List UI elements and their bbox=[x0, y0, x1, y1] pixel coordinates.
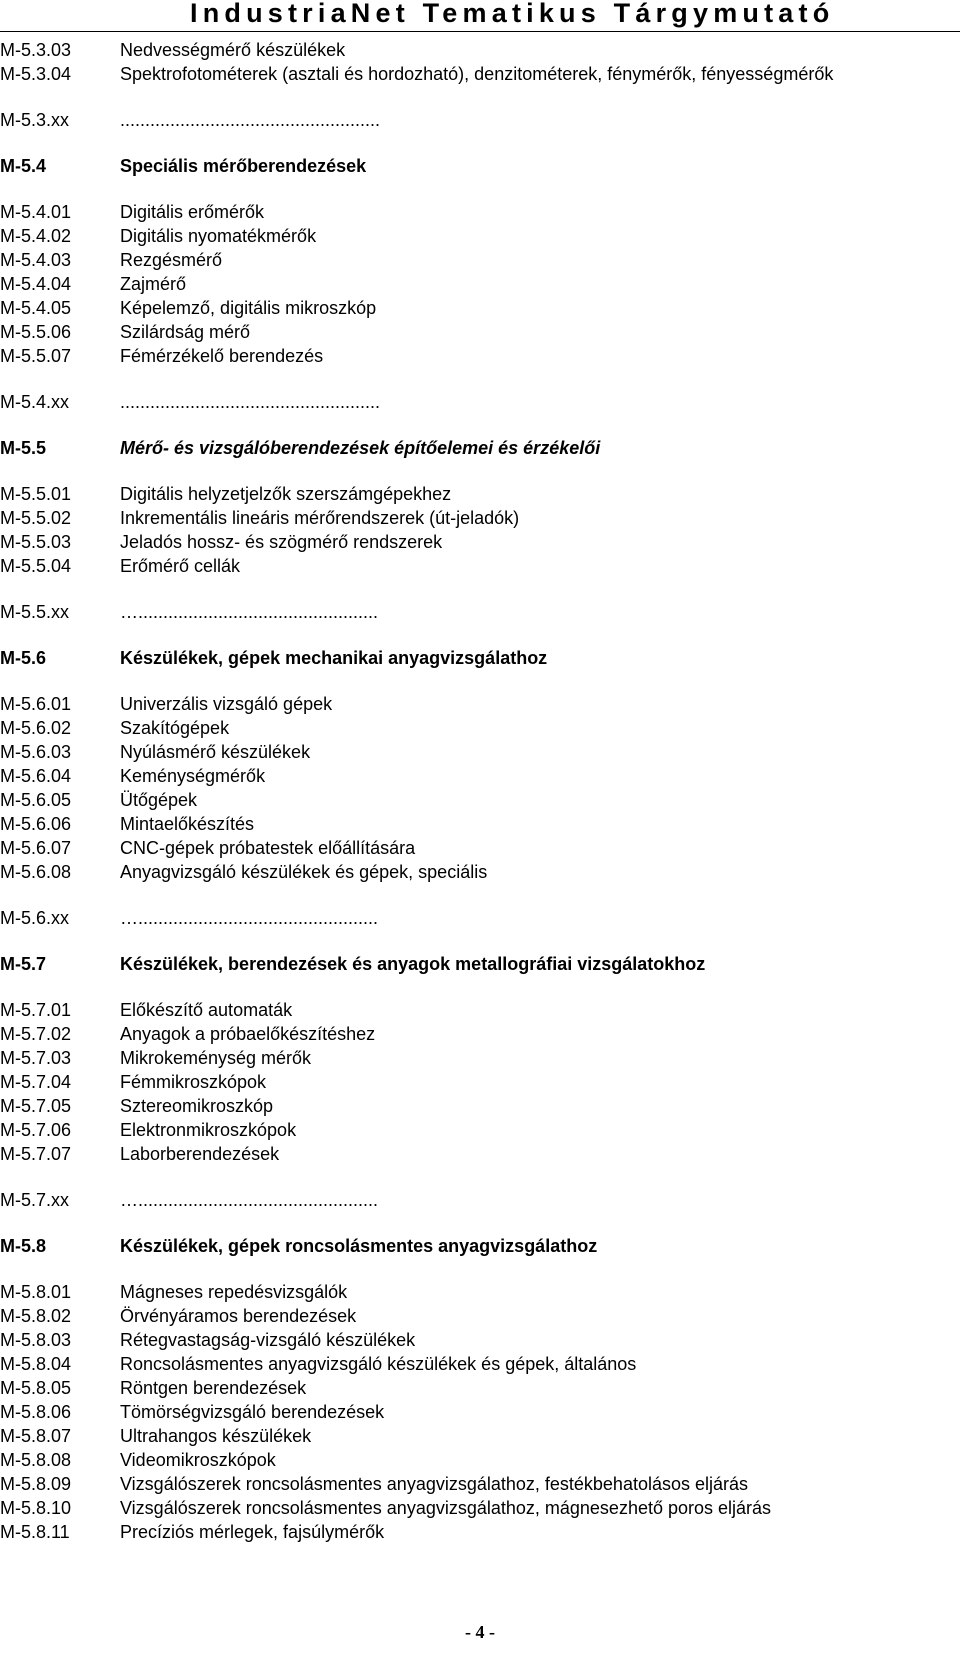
index-entry-row bbox=[0, 1424, 960, 1448]
entry-text: Ütőgépek bbox=[120, 790, 198, 810]
entry-text: Jeladós hossz- és szögmérő rendszerek bbox=[120, 532, 443, 552]
section-heading-row bbox=[0, 952, 960, 976]
entry-code: M-5.7.05 bbox=[0, 1096, 72, 1116]
entry-text: Fémérzékelő berendezés bbox=[120, 346, 324, 366]
header-title: IndustriaNet Tematikus Tárgymutató bbox=[190, 0, 835, 28]
index-entry-row bbox=[0, 600, 960, 624]
entry-code: M-5.7.02 bbox=[0, 1024, 72, 1044]
entry-text: Mérő- és vizsgálóberendezések építőelemei és érzékelői bbox=[120, 438, 601, 458]
entry-text: Nyúlásmérő készülékek bbox=[120, 742, 311, 762]
entry-code: M-5.6.08 bbox=[0, 862, 72, 882]
entry-code: M-5.4.02 bbox=[0, 226, 72, 246]
entry-text: CNC-gépek próbatestek előállítására bbox=[120, 838, 416, 858]
index-entry-row bbox=[0, 1280, 960, 1304]
index-entry-row bbox=[0, 1448, 960, 1472]
entry-text: Vizsgálószerek roncsolásmentes anyagvizsgálathoz, festékbehatolásos eljárás bbox=[120, 1474, 749, 1494]
entry-text: Röntgen berendezések bbox=[120, 1378, 307, 1398]
entry-text: Speciális mérőberendezések bbox=[120, 156, 367, 176]
entry-text: Ultrahangos készülékek bbox=[120, 1426, 312, 1446]
entry-code: M-5.7.06 bbox=[0, 1120, 72, 1140]
entry-text: …................................................ bbox=[120, 1190, 379, 1210]
entry-text: Sztereomikroszkóp bbox=[120, 1096, 274, 1116]
entry-text: Anyagok a próbaelőkészítéshez bbox=[120, 1024, 376, 1044]
index-entry-row bbox=[0, 740, 960, 764]
entry-text: Zajmérő bbox=[120, 274, 187, 294]
entry-code: M-5.5 bbox=[0, 438, 47, 458]
entry-code: M-5.7 bbox=[0, 954, 47, 974]
entry-code: M-5.6.04 bbox=[0, 766, 72, 786]
index-entry-row bbox=[0, 1304, 960, 1328]
entry-code: M-5.5.04 bbox=[0, 556, 72, 576]
entry-text: Rezgésmérő bbox=[120, 250, 223, 270]
entry-text: …................................................ bbox=[120, 908, 379, 928]
index-entry-row bbox=[0, 506, 960, 530]
entry-code: M-5.6.03 bbox=[0, 742, 72, 762]
entry-text: Anyagvizsgáló készülékek és gépek, speciális bbox=[120, 862, 488, 882]
entry-code: M-5.4.04 bbox=[0, 274, 72, 294]
index-entry-row bbox=[0, 1070, 960, 1094]
entry-text: Fémmikroszkópok bbox=[120, 1072, 267, 1092]
index-entry-row bbox=[0, 530, 960, 554]
entry-code: M-5.8 bbox=[0, 1236, 47, 1256]
section-heading-row bbox=[0, 154, 960, 178]
entry-text: Digitális helyzetjelzők szerszámgépekhez bbox=[120, 484, 452, 504]
entry-code: M-5.5.xx bbox=[0, 602, 70, 622]
header-rule bbox=[0, 31, 960, 32]
entry-code: M-5.7.07 bbox=[0, 1144, 72, 1164]
entry-text: Laborberendezések bbox=[120, 1144, 280, 1164]
entry-code: M-5.6.01 bbox=[0, 694, 72, 714]
entry-code: M-5.4.05 bbox=[0, 298, 72, 318]
entry-text: Mágneses repedésvizsgálók bbox=[120, 1282, 348, 1302]
entry-code: M-5.3.03 bbox=[0, 40, 72, 60]
entry-text: Digitális erőmérők bbox=[120, 202, 265, 222]
entry-text: Keménységmérők bbox=[120, 766, 266, 786]
entry-code: M-5.8.11 bbox=[0, 1522, 70, 1542]
entry-text: Készülékek, gépek roncsolásmentes anyagvizsgálathoz bbox=[120, 1236, 598, 1256]
index-entry-row bbox=[0, 248, 960, 272]
entry-code: M-5.7.04 bbox=[0, 1072, 72, 1092]
index-entry-row bbox=[0, 836, 960, 860]
section-heading-row bbox=[0, 646, 960, 670]
entry-code: M-5.6.06 bbox=[0, 814, 72, 834]
entry-text: Örvényáramos berendezések bbox=[120, 1306, 357, 1326]
entry-code: M-5.8.07 bbox=[0, 1426, 72, 1446]
entry-code: M-5.5.06 bbox=[0, 322, 72, 342]
entry-code: M-5.5.07 bbox=[0, 346, 72, 366]
entry-text: Képelemző, digitális mikroszkóp bbox=[120, 298, 377, 318]
index-entry-row bbox=[0, 860, 960, 884]
entry-code: M-5.7.xx bbox=[0, 1190, 70, 1210]
index-entry-row bbox=[0, 1472, 960, 1496]
entry-code: M-5.8.04 bbox=[0, 1354, 72, 1374]
index-entry-row bbox=[0, 200, 960, 224]
entry-code: M-5.4.03 bbox=[0, 250, 72, 270]
entry-code: M-5.6 bbox=[0, 648, 47, 668]
entry-code: M-5.4.xx bbox=[0, 392, 70, 412]
entry-text: Előkészítő automaták bbox=[120, 1000, 293, 1020]
entry-text: Készülékek, gépek mechanikai anyagvizsgálathoz bbox=[120, 648, 548, 668]
entry-code: M-5.4 bbox=[0, 156, 47, 176]
index-entry-row bbox=[0, 764, 960, 788]
entry-text: Rétegvastagság-vizsgáló készülékek bbox=[120, 1330, 416, 1350]
entry-code: M-5.6.07 bbox=[0, 838, 72, 858]
index-entry-row bbox=[0, 224, 960, 248]
entry-text: Szakítógépek bbox=[120, 718, 230, 738]
entry-code: M-5.3.xx bbox=[0, 110, 70, 130]
entry-text: Videomikroszkópok bbox=[120, 1450, 276, 1470]
section-heading-row bbox=[0, 436, 960, 460]
index-entry-row bbox=[0, 906, 960, 930]
index-entry-row bbox=[0, 1400, 960, 1424]
index-entry-row bbox=[0, 482, 960, 506]
entry-text: .................................................... bbox=[120, 392, 381, 412]
entry-code: M-5.7.01 bbox=[0, 1000, 72, 1020]
entry-text: Elektronmikroszkópok bbox=[120, 1120, 297, 1140]
index-entry-row bbox=[0, 716, 960, 740]
index-entry-row bbox=[0, 390, 960, 414]
entry-text: Szilárdság mérő bbox=[120, 322, 251, 342]
index-entry-row bbox=[0, 554, 960, 578]
index-entry-row bbox=[0, 1022, 960, 1046]
entry-code: M-5.8.08 bbox=[0, 1450, 72, 1470]
entry-text: Vizsgálószerek roncsolásmentes anyagvizsgálathoz, mágnesezhető poros eljárás bbox=[120, 1498, 772, 1518]
index-entry-row bbox=[0, 1376, 960, 1400]
entry-code: M-5.8.01 bbox=[0, 1282, 72, 1302]
entry-code: M-5.8.10 bbox=[0, 1498, 72, 1518]
index-entry-row bbox=[0, 296, 960, 320]
section-heading-row bbox=[0, 1234, 960, 1258]
index-entry-row bbox=[0, 788, 960, 812]
index-entry-row bbox=[0, 998, 960, 1022]
entry-code: M-5.6.02 bbox=[0, 718, 72, 738]
index-entry-row bbox=[0, 1496, 960, 1520]
entry-text: Készülékek, berendezések és anyagok metallográfiai vizsgálatokhoz bbox=[120, 954, 706, 974]
page-header bbox=[0, 0, 960, 30]
entry-text: Precíziós mérlegek, fajsúlymérők bbox=[120, 1522, 385, 1542]
entry-text: Spektrofotométerek (asztali és hordozható), denzitométerek, fénymérők, fényességmérők bbox=[120, 64, 834, 84]
entry-code: M-5.3.04 bbox=[0, 64, 72, 84]
index-entry-row bbox=[0, 1118, 960, 1142]
entry-code: M-5.8.03 bbox=[0, 1330, 72, 1350]
index-entry-row bbox=[0, 1142, 960, 1166]
index-entry-row bbox=[0, 692, 960, 716]
entry-text: Mikrokeménység mérők bbox=[120, 1048, 312, 1068]
entry-text: Mintaelőkészítés bbox=[120, 814, 255, 834]
entry-text: Univerzális vizsgáló gépek bbox=[120, 694, 333, 714]
entry-text: …................................................ bbox=[120, 602, 379, 622]
index-entry-row bbox=[0, 1352, 960, 1376]
entry-code: M-5.7.03 bbox=[0, 1048, 72, 1068]
entry-text: .................................................... bbox=[120, 110, 381, 130]
entry-code: M-5.5.02 bbox=[0, 508, 72, 528]
index-entry-row bbox=[0, 1094, 960, 1118]
index-entry-row bbox=[0, 812, 960, 836]
entry-code: M-5.8.09 bbox=[0, 1474, 72, 1494]
index-entry-row bbox=[0, 38, 960, 62]
index-entry-row bbox=[0, 320, 960, 344]
page-number: - 4 - bbox=[465, 1622, 495, 1642]
index-entry-row bbox=[0, 1520, 960, 1544]
entry-text: Digitális nyomatékmérők bbox=[120, 226, 317, 246]
index-entry-list bbox=[0, 38, 960, 1544]
index-entry-row bbox=[0, 344, 960, 368]
index-entry-row bbox=[0, 272, 960, 296]
index-entry-row bbox=[0, 1188, 960, 1212]
entry-code: M-5.6.xx bbox=[0, 908, 70, 928]
entry-text: Inkrementális lineáris mérőrendszerek (út-jeladók) bbox=[120, 508, 520, 528]
entry-text: Nedvességmérő készülékek bbox=[120, 40, 346, 60]
entry-text: Erőmérő cellák bbox=[120, 556, 241, 576]
index-entry-row bbox=[0, 108, 960, 132]
index-entry-row bbox=[0, 62, 960, 86]
entry-text: Tömörségvizsgáló berendezések bbox=[120, 1402, 385, 1422]
index-entry-row bbox=[0, 1046, 960, 1070]
entry-code: M-5.8.05 bbox=[0, 1378, 72, 1398]
entry-code: M-5.8.02 bbox=[0, 1306, 72, 1326]
entry-code: M-5.8.06 bbox=[0, 1402, 72, 1422]
entry-code: M-5.4.01 bbox=[0, 202, 72, 222]
entry-text: Roncsolásmentes anyagvizsgáló készülékek és gépek, általános bbox=[120, 1354, 637, 1374]
entry-code: M-5.5.03 bbox=[0, 532, 72, 552]
entry-code: M-5.5.01 bbox=[0, 484, 72, 504]
entry-code: M-5.6.05 bbox=[0, 790, 72, 810]
index-entry-row bbox=[0, 1328, 960, 1352]
